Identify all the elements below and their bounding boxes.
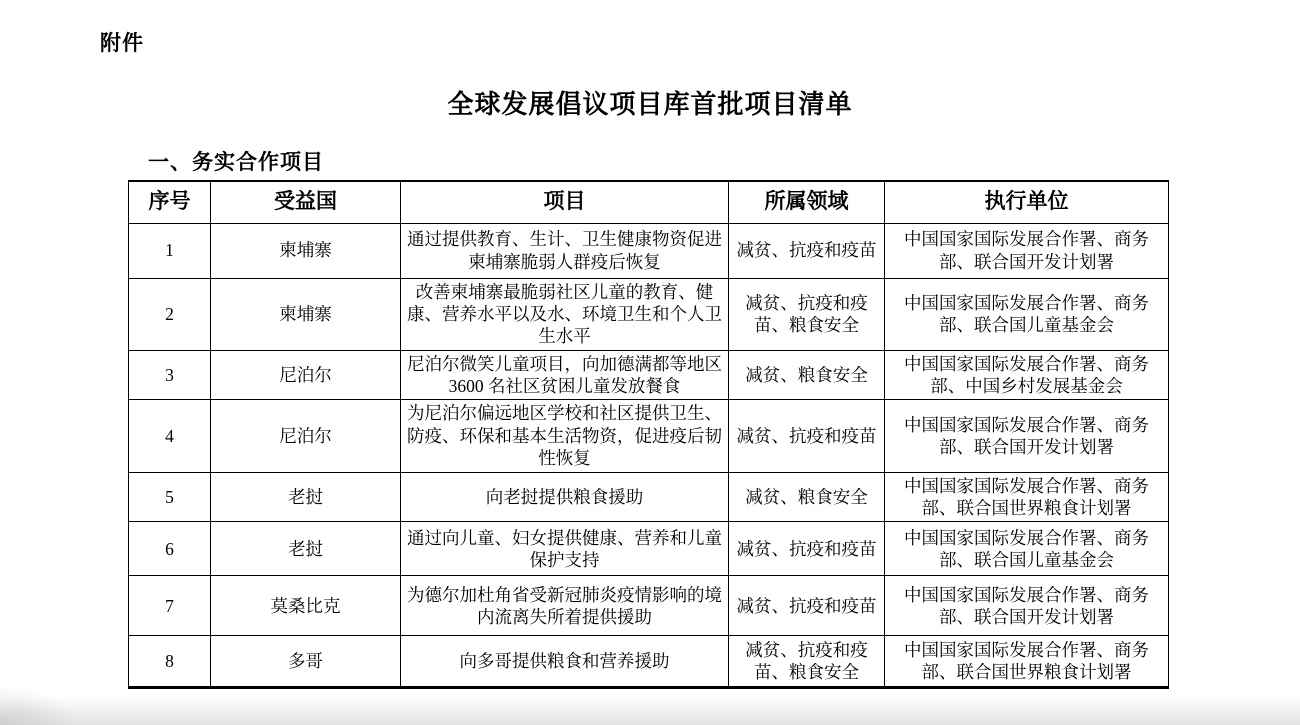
col-header-country: 受益国 bbox=[211, 181, 401, 223]
cell-field: 减贫、抗疫和疫苗 bbox=[729, 576, 885, 636]
attachment-label: 附件 bbox=[100, 32, 144, 55]
table-row bbox=[129, 472, 1169, 522]
cell-project: 向多哥提供粮食和营养援助 bbox=[401, 636, 729, 688]
cell-serial: 6 bbox=[129, 522, 211, 576]
section-heading: 一、务实合作项目 bbox=[148, 151, 324, 174]
projects-table-container bbox=[128, 180, 1168, 689]
cell-serial: 4 bbox=[129, 400, 211, 472]
cell-executor: 中国国家国际发展合作署、商务部、联合国开发计划署 bbox=[885, 576, 1169, 636]
col-header-project: 项目 bbox=[401, 181, 729, 223]
cell-country: 老挝 bbox=[211, 522, 401, 576]
cell-serial: 5 bbox=[129, 472, 211, 522]
cell-serial: 1 bbox=[129, 223, 211, 278]
page-title: 全球发展倡议项目库首批项目清单 bbox=[447, 89, 853, 119]
table-header-row bbox=[129, 181, 1169, 223]
cell-serial: 2 bbox=[129, 278, 211, 350]
cell-field: 减贫、抗疫和疫苗 bbox=[729, 223, 885, 278]
cell-project: 向老挝提供粮食援助 bbox=[401, 472, 729, 522]
cell-field: 减贫、粮食安全 bbox=[729, 350, 885, 400]
table-row bbox=[129, 400, 1169, 472]
cell-country: 莫桑比克 bbox=[211, 576, 401, 636]
table-row bbox=[129, 636, 1169, 688]
projects-table bbox=[128, 180, 1169, 689]
cell-executor: 中国国家国际发展合作署、商务部、联合国世界粮食计划署 bbox=[885, 636, 1169, 688]
cell-project: 通过向儿童、妇女提供健康、营养和儿童保护支持 bbox=[401, 522, 729, 576]
cell-executor: 中国国家国际发展合作署、商务部、中国乡村发展基金会 bbox=[885, 350, 1169, 400]
cell-field: 减贫、抗疫和疫苗 bbox=[729, 400, 885, 472]
page-bottom-shadow bbox=[0, 697, 1300, 725]
cell-executor: 中国国家国际发展合作署、商务部、联合国儿童基金会 bbox=[885, 522, 1169, 576]
cell-serial: 8 bbox=[129, 636, 211, 688]
cell-executor: 中国国家国际发展合作署、商务部、联合国儿童基金会 bbox=[885, 278, 1169, 350]
cell-project: 为德尔加杜角省受新冠肺炎疫情影响的境内流离失所着提供援助 bbox=[401, 576, 729, 636]
cell-executor: 中国国家国际发展合作署、商务部、联合国开发计划署 bbox=[885, 223, 1169, 278]
table-row bbox=[129, 278, 1169, 350]
cell-field: 减贫、粮食安全 bbox=[729, 472, 885, 522]
cell-serial: 7 bbox=[129, 576, 211, 636]
cell-country: 柬埔寨 bbox=[211, 223, 401, 278]
col-header-executor: 执行单位 bbox=[885, 181, 1169, 223]
cell-country: 尼泊尔 bbox=[211, 400, 401, 472]
table-row bbox=[129, 223, 1169, 278]
cell-field: 减贫、抗疫和疫苗 bbox=[729, 522, 885, 576]
cell-executor: 中国国家国际发展合作署、商务部、联合国世界粮食计划署 bbox=[885, 472, 1169, 522]
table-row bbox=[129, 350, 1169, 400]
cell-project: 改善柬埔寨最脆弱社区儿童的教育、健康、营养水平以及水、环境卫生和个人卫生水平 bbox=[401, 278, 729, 350]
cell-executor: 中国国家国际发展合作署、商务部、联合国开发计划署 bbox=[885, 400, 1169, 472]
cell-serial: 3 bbox=[129, 350, 211, 400]
col-header-field: 所属领域 bbox=[729, 181, 885, 223]
cell-country: 柬埔寨 bbox=[211, 278, 401, 350]
cell-project: 通过提供教育、生计、卫生健康物资促进柬埔寨脆弱人群疫后恢复 bbox=[401, 223, 729, 278]
cell-field: 减贫、抗疫和疫苗、粮食安全 bbox=[729, 636, 885, 688]
cell-project: 尼泊尔微笑儿童项目，向加德满都等地区 3600 名社区贫困儿童发放餐食 bbox=[401, 350, 729, 400]
table-row bbox=[129, 576, 1169, 636]
cell-country: 尼泊尔 bbox=[211, 350, 401, 400]
table-row bbox=[129, 522, 1169, 576]
page-corner-shadow bbox=[0, 685, 80, 725]
cell-project: 为尼泊尔偏远地区学校和社区提供卫生、防疫、环保和基本生活物资，促进疫后韧性恢复 bbox=[401, 400, 729, 472]
cell-field: 减贫、抗疫和疫苗、粮食安全 bbox=[729, 278, 885, 350]
col-header-serial: 序号 bbox=[129, 181, 211, 223]
cell-country: 多哥 bbox=[211, 636, 401, 688]
cell-country: 老挝 bbox=[211, 472, 401, 522]
